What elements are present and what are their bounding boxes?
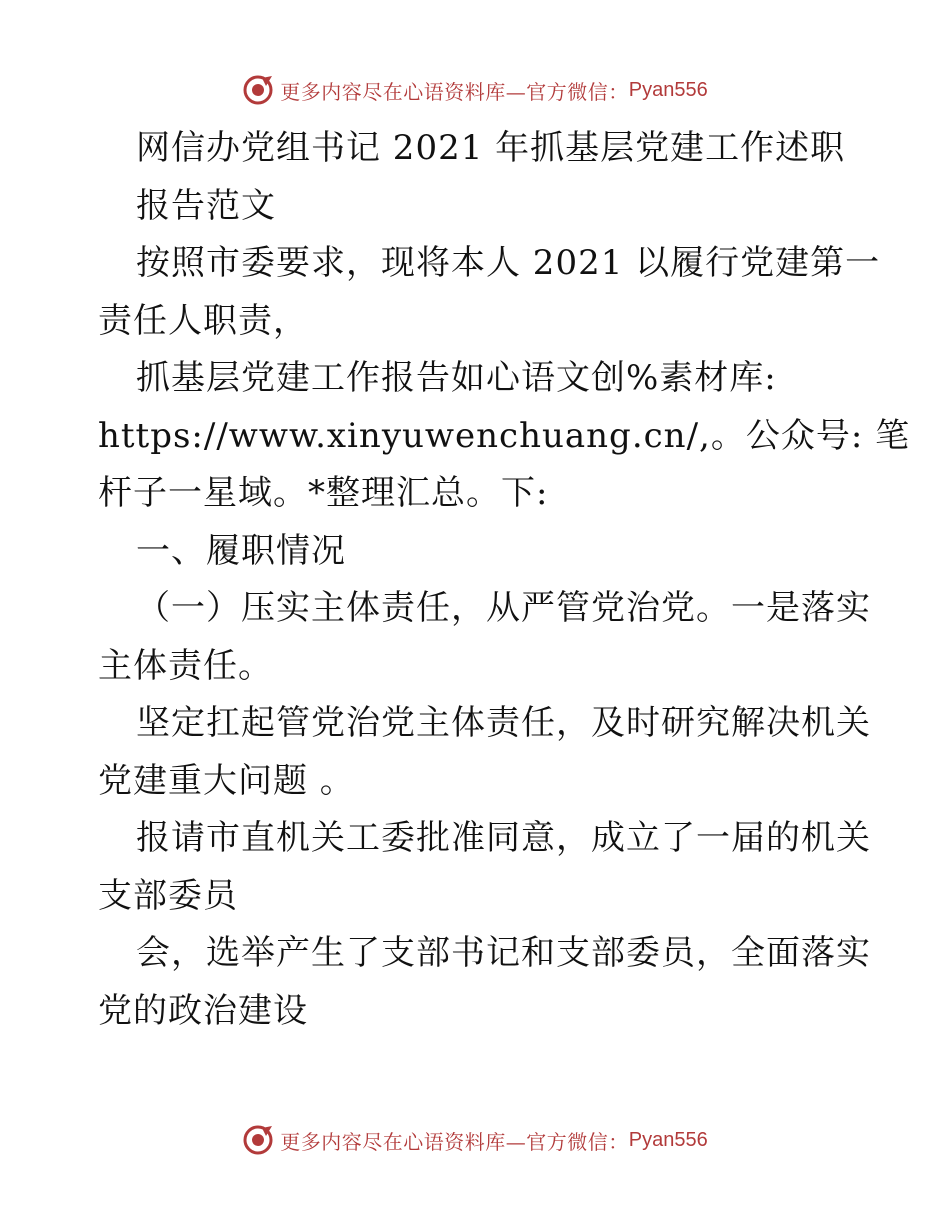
document-body — [98, 120, 911, 1040]
header-banner-id: Pyan556 — [628, 78, 708, 101]
paragraph-line: （一）压实主体责任，从严管党治党。一是落实 — [136, 588, 871, 628]
brush-logo-icon — [242, 1124, 274, 1156]
paragraph-line: 按照市委要求，现将本人 2021 以履行党建第一 — [136, 243, 881, 283]
paragraph-line: 杆子一星域。*整理汇总。下: — [98, 473, 549, 513]
footer-banner-id: Pyan556 — [628, 1128, 708, 1151]
brush-logo-icon — [242, 74, 274, 106]
paragraph-line: 坚定扛起管党治党主体责任，及时研究解决机关 — [136, 703, 871, 743]
paragraph-line: 报请市直机关工委批准同意，成立了一届的机关 — [136, 818, 871, 858]
paragraph-line: 党的政治建设 — [98, 990, 308, 1031]
footer-banner — [0, 1120, 950, 1160]
document-title-line-1: 网信办党组书记 2021 年抓基层党建工作述职 — [136, 128, 846, 168]
paragraph-line: 抓基层党建工作报告如心语文创%素材库: — [136, 358, 777, 398]
header-banner — [0, 70, 950, 110]
paragraph-line: 党建重大问题 。 — [98, 760, 355, 801]
paragraph-line: https://www.xinyuwenchuang.cn/,。公众号: 笔 — [98, 415, 911, 456]
footer-banner-text: 更多内容尽在心语资料库—官方微信： — [280, 1129, 629, 1154]
paragraph-line: 支部委员 — [98, 875, 238, 916]
section-heading: 一、履职情况 — [136, 530, 346, 571]
paragraph-line: 责任人职责， — [98, 300, 308, 341]
paragraph-line: 主体责任。 — [98, 645, 273, 686]
document-title-line-2: 报告范文 — [136, 185, 276, 226]
paragraph-line: 会，选举产生了支部书记和支部委员，全面落实 — [136, 933, 871, 973]
header-banner-text: 更多内容尽在心语资料库—官方微信： — [280, 79, 629, 104]
